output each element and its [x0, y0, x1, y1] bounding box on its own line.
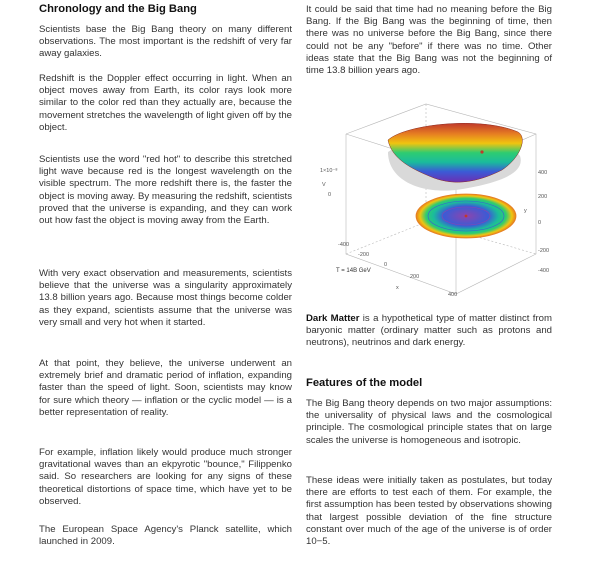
z-tick-top: 1×10⁻⁸: [320, 168, 338, 174]
section-title-chronology: Chronology and the Big Bang: [39, 3, 197, 15]
x-tick-0: -400: [338, 242, 350, 248]
surface-plot-svg: [306, 94, 552, 306]
dark-matter-term: Dark Matter: [306, 313, 360, 324]
x-tick-2: 0: [384, 262, 388, 268]
y-tick-3: 200: [538, 194, 548, 200]
x-tick-1: -200: [358, 252, 370, 258]
paragraph-inflation: At that point, they believe, the universe underwent an extremely brief and dramatic period of inflation, expanding faster than the speed of light. Soon, scientists may know for sure which theory — inflation or the cyclic model — is a better representation of reality.: [39, 358, 292, 418]
y-tick-4: 400: [538, 170, 548, 176]
paragraph-red-hot: Scientists use the word "red hot" to describe this stretched light wave because red is the longest wavelength on the visible spectrum. The more redshift there is, the faster the object is moving away. By measuring the redshift, scientists proved that the universe is expanding, and they can work out how fast the object is moving away from the Earth.: [39, 154, 292, 227]
z-tick-zero: 0: [328, 192, 332, 198]
y-axis-label: y: [524, 208, 527, 214]
y-tick-1: -200: [538, 248, 550, 254]
y-tick-0: -400: [538, 268, 550, 274]
x-axis-label: x: [396, 285, 399, 291]
section-title-features: Features of the model: [306, 377, 423, 389]
x-tick-3: 200: [410, 274, 420, 280]
x-tick-4: 400: [448, 292, 458, 298]
temperature-annotation: T = 14B GeV: [336, 268, 371, 274]
paragraph-dark-matter: [306, 313, 552, 350]
z-axis-label: V: [322, 182, 326, 188]
paragraph-postulates: These ideas were initially taken as postulates, but today there are efforts to test each of them. For example, the first assumption has been tested by observations showing that largest possible deviation of the fine structure constant over much of the age of the universe is of order 10−5.: [306, 475, 552, 548]
y-tick-2: 0: [538, 220, 542, 226]
surface-minimum-marker: [480, 150, 483, 153]
dark-matter-definition: is a hypothetical type of matter distinct from baryonic matter (ordinary matter such as protons and neutrons), neutrinos and dark energy.: [306, 313, 552, 349]
paragraph-time-before-big-bang: It could be said that time had no meaning before the Big Bang. If the Big Bang was the beginning of time, then there was no universe before the Big Bang, since there could not be any "before" if there was no time. Other ideas state that the Big Bang was not the beginning of time 13.8 billion years ago.: [306, 4, 552, 77]
paragraph-singularity: With very exact observation and measurements, scientists believe that the universe was a singularity approximately 13.8 billion years ago. Because most things become colder as they expand, scientists assume that the universe was very small and very hot when it started.: [39, 268, 292, 328]
paragraph-gravitational-waves: For example, inflation likely would produce much stronger gravitational waves than an ekpyrotic "bounce," Filippenko said. So researchers are looking for any signs of these theoretical distortions of space time, which have yet to be observed.: [39, 447, 292, 507]
paragraph-redshift-intro: Scientists base the Big Bang theory on many different observations. The most important is the redshift of very far away galaxies.: [39, 24, 292, 60]
paragraph-doppler: Redshift is the Doppler effect occurring in light. When an object moves away from Earth, its color rays look more similar to the color red than they actually are, because the movement stretches the wavelength of light given off by the object.: [39, 73, 292, 133]
paragraph-planck: The European Space Agency's Planck satellite, which launched in 2009.: [39, 524, 292, 548]
potential-surface-figure: [306, 94, 552, 306]
paragraph-assumptions: The Big Bang theory depends on two major assumptions: the universality of physical laws and the cosmological principle. The cosmological principle states that on large scales the universe is homogeneous and isotropic.: [306, 398, 552, 446]
